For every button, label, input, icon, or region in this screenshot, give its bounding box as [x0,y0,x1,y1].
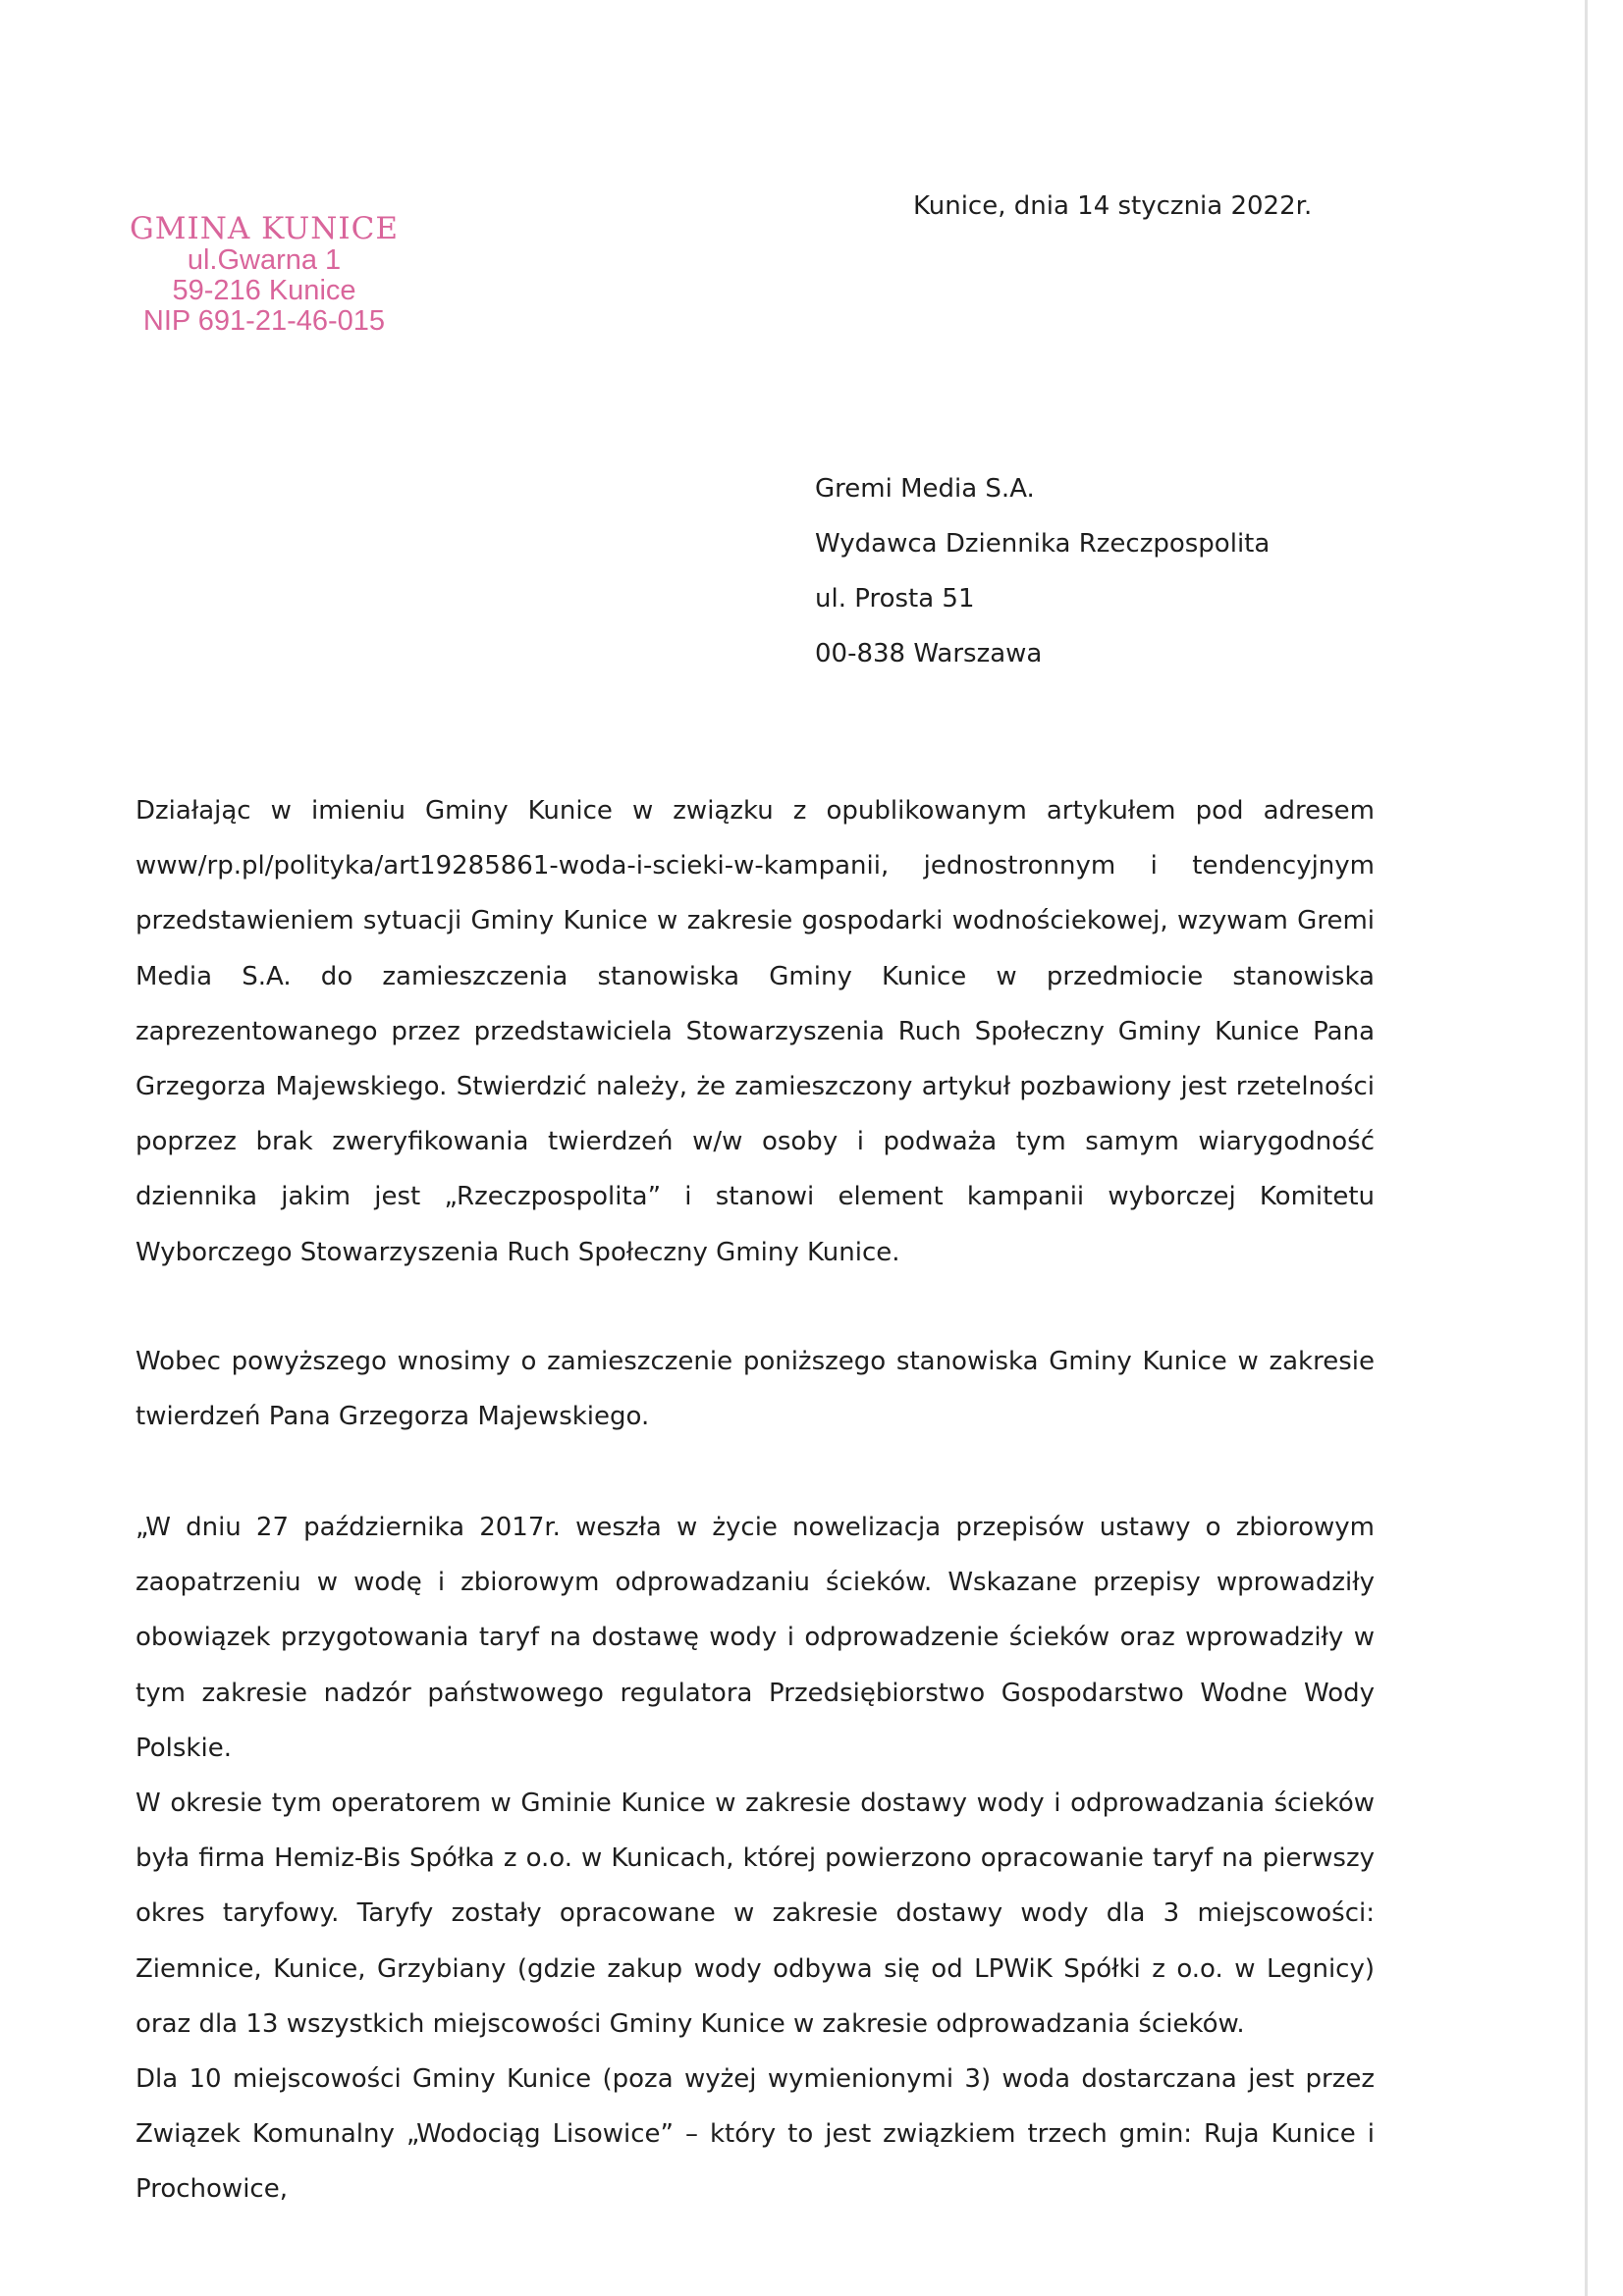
stamp-postal: 59-216 Kunice [172,275,356,306]
scan-edge-line [1585,0,1588,2296]
stamp-nip: NIP 691-21-46-015 [142,305,386,337]
municipality-stamp [102,212,426,337]
letter-date: Kunice, dnia 14 stycznia 2022r. [913,191,1313,221]
recipient-company: Gremi Media S.A. [815,474,1035,504]
paragraph-request: Wobec powyższego wnosimy o zamieszczenie poniższego stanowiska Gminy Kunice w zakresie twierdzeń Pana Grzegorza Majewskiego. [135,1347,1375,1432]
stamp-street: ul.Gwarna 1 [187,244,342,276]
paragraph-statement [135,1500,1375,2217]
paragraph-intro: Działając w imieniu Gminy Kunice w związku z opublikowanym artykułem pod adresem www/rp.pl/polityka/art19285861-woda-i-scieki-w-kampanii, jednostronnym i tendencyjnym przedstawieniem sytuacji Gminy Kunice w zakresie gospodarki wodnościekowej, wzywam Gremi Media S.A. do zamieszczenia stanowiska Gminy Kunice w przedmiocie stanowiska zaprezentowanego przez przedstawiciela Stowarzyszenia Ruch Społeczny Gminy Kunice Pana Grzegorza Majewskiego. Stwierdzić należy, że zamieszczony artykuł pozbawiony jest rzetelności poprzez brak zweryfikowania twierdzeń w/w osoby i podważa tym samym wiarygodność dziennika jakim jest „Rzeczpospolita” i stanowi element kampanii wyborczej Komitetu Wyborczego Stowarzyszenia Ruch Społeczny Gminy Kunice. [135,796,1375,1267]
statement-part-1: „W dniu 27 października 2017r. weszła w życie nowelizacja przepisów ustawy o zbiorowym zaopatrzeniu w wodę i zbiorowym odprowadzaniu ścieków. Wskazane przepisy wprowadziły obowiązek przygotowania taryf na dostawę wody i odprowadzenie ścieków oraz wprowadziły w tym zakresie nadzór państwowego regulatora Przedsiębiorstwo Gospodarstwo Wodne Wody Polskie. [135,1513,1375,1763]
recipient-city: 00-838 Warszawa [815,639,1043,668]
stamp-name: GMINA KUNICE [129,211,400,246]
statement-part-2: W okresie tym operatorem w Gminie Kunice w zakresie dostawy wody i odprowadzania ścieków była firma Hemiz-Bis Spółka z o.o. w Kunicach, której powierzono opracowanie taryf na pierwszy okres taryfowy. Taryfy zostały opracowane w zakresie dostawy wody dla 3 miejscowości: Ziemnice, Kunice, Grzybiany (gdzie zakup wody odbywa się od LPWiK Spółki z o.o. w Legnicy) oraz dla 13 wszystkich miejscowości Gminy Kunice w zakresie odprowadzania ścieków. [135,1789,1375,2039]
recipient-description: Wydawca Dziennika Rzeczpospolita [815,529,1271,559]
recipient-street: ul. Prosta 51 [815,584,975,614]
statement-part-3: Dla 10 miejscowości Gminy Kunice (poza wyżej wymienionymi 3) woda dostarczana jest przez Związek Komunalny „Wodociąg Lisowice” – który to jest związkiem trzech gmin: Ruja Kunice i Prochowice, [135,2064,1375,2205]
recipient-address [815,461,1270,681]
